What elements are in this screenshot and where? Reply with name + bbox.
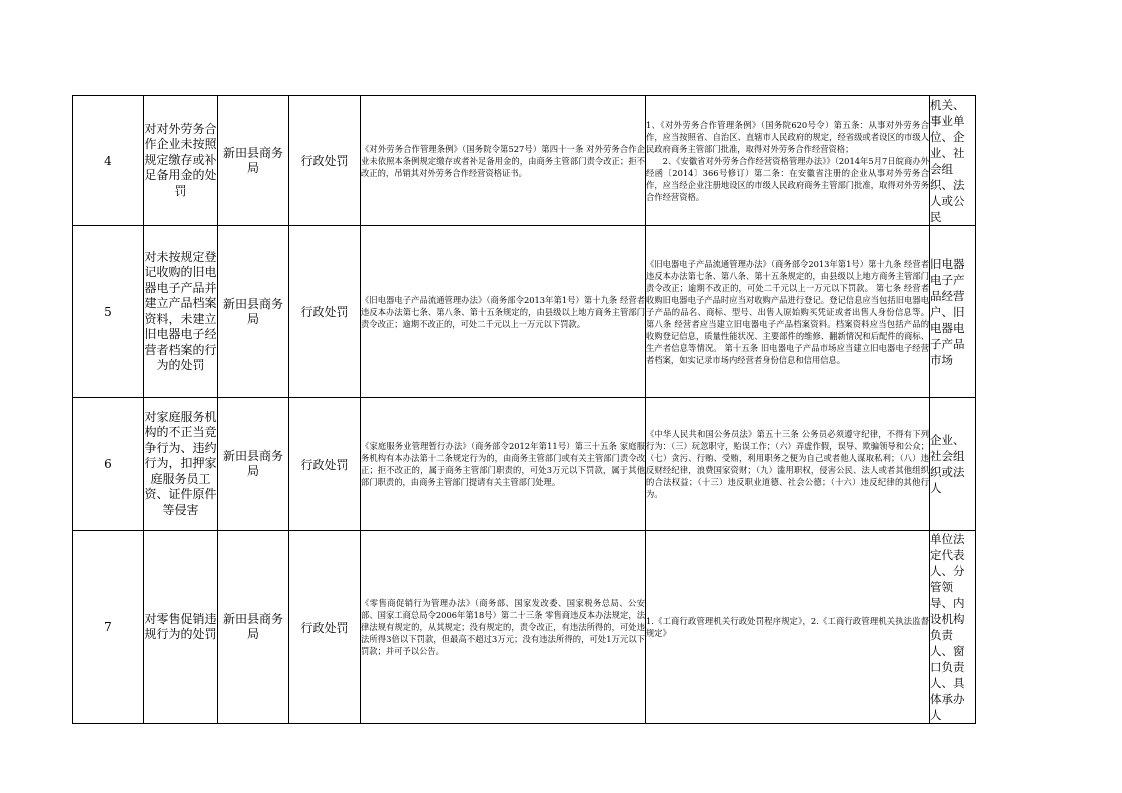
legal-basis: 《旧电器电子产品流通管理办法》（商务部令2013年第1号）第十九条 经营者违反本办法第七条、第八条、第十五条规定的，由县级以上地方商务主管部门责令改正；逾期不改正的，可处二千元以上一万元以下罚款。: [361, 226, 646, 398]
department: 新田县商务局: [218, 398, 289, 531]
duty-basis: 《旧电器电子产品流通管理办法》（商务部令2013年第1号）第十九条 经营者违反本办法第七条、第八条、第十五条规定的，由县级以上地方商务主管部门责令改正；逾期不改正的，可处二千元以上一万元以下罚款。 第七条 经营者收购旧电器电子产品时应当对收购产品进行登记。登记信息应当包括旧电器电子产品的品名、商标、型号、出售人原始购买凭证或者出售人身份信息等。 第八条 经营者应当建立旧电器电子产品档案资料。档案资料应当包括产品的收购登记信息，质量性能状况、主要部件的维修、翻新情况和后配件的商标、生产者信息等情况。 第十五条 旧电器电子产品市场应当建立旧电器电子经营者档案，如实记录市场内经营者身份信息和信用信息。: [646, 226, 930, 398]
penalty-target: 企业、社会组织或法人: [930, 398, 976, 531]
row-number: 6: [73, 398, 144, 531]
penalty-type: 行政处罚: [289, 398, 361, 531]
department: 新田县商务局: [218, 226, 289, 398]
penalty-table: [72, 95, 976, 724]
penalty-item: 对家庭服务机构的不正当竞争行为、违约行为，扣押家庭服务员工资、证件原件等侵害: [144, 398, 218, 531]
row-number: 4: [73, 96, 144, 226]
penalty-item: 对对外劳务合作企业未按照规定缴存或补足备用金的处罚: [144, 96, 218, 226]
legal-basis: 《零售商促销行为管理办法》（商务部、国家发改委、国家税务总局、公安部、国家工商总局令2006年第18号）第二十三条 零售商违反本办法规定，法律法规有规定的，从其规定；没有规定的，责令改正，有违法所得的，可处违法所得3倍以下罚款，但最高不超过3万元；没有违法所得的，可处1万元以下罚款；并可予以公告。: [361, 531, 646, 724]
penalty-type: 行政处罚: [289, 226, 361, 398]
department: 新田县商务局: [218, 531, 289, 724]
legal-basis: 《对外劳务合作管理条例》（国务院令第527号）第四十一条 对外劳务合作企业未依照本条例规定缴存或者补足备用金的，由商务主管部门责令改正；拒不改正的，吊销其对外劳务合作经营资格证书。: [361, 96, 646, 226]
row-number: 7: [73, 531, 144, 724]
row-number: 5: [73, 226, 144, 398]
penalty-type: 行政处罚: [289, 531, 361, 724]
table-row: [73, 531, 976, 724]
penalty-item: 对零售促销违规行为的处罚: [144, 531, 218, 724]
table-row: [73, 96, 976, 226]
department: 新田县商务局: [218, 96, 289, 226]
penalty-target: 旧电器电子产品经营户、旧电器电子产品市场: [930, 226, 976, 398]
penalty-target: 机关、事业单位、企业、社会组织、法人或公民: [930, 96, 976, 226]
penalty-type: 行政处罚: [289, 96, 361, 226]
legal-basis: 《家庭服务业管理暂行办法》（商务部令2012年第11号）第三十五条 家庭服务机构有本办法第十二条规定行为的，由商务主管部门或有关主管部门责令改正；拒不改正的，属于商务主管部门职责的，可处3万元以下罚款，属于其他部门职责的，由商务主管部门提请有关主管部门处理。: [361, 398, 646, 531]
duty-basis: 1.《工商行政管理机关行政处罚程序规定》，2.《工商行政管理机关执法监督规定》: [646, 531, 930, 724]
penalty-item: 对未按规定登记收购的旧电器电子产品并建立产品档案资料，未建立旧电器电子经营者档案的行为的处罚: [144, 226, 218, 398]
duty-basis: 《中华人民共和国公务员法》第五十三条 公务员必须遵守纪律，不得有下列行为：（三）玩忽职守，贻误工作；（六）弄虚作假，误导、欺骗领导和公众；（七）贪污、行贿、受贿，利用职务之便为自己或者他人谋取私利；（八）违反财经纪律，浪费国家资财；（九）滥用职权，侵害公民、法人或者其他组织的合法权益；（十三）违反职业道德、社会公德；（十六）违反纪律的其他行为。: [646, 398, 930, 531]
table-row: [73, 226, 976, 398]
penalty-target: 单位法定代表人、分管领导、内设机构负责人、窗口负责人、具体承办人: [930, 531, 976, 724]
duty-basis: 1、《对外劳务合作管理条例》（国务院620号令）第五条：从事对外劳务合作，应当按照省、自治区、直辖市人民政府的规定，经省级或者设区的市级人民政府商务主管部门批准，取得对外劳务合作经营资格； 2、《安徽省对外劳务合作经营资格管理办法》》（2014年5月7日皖商办外经函〔2014〕366号修订）第二条：在安徽省注册的企业从事对外劳务合作，应当经企业注册地设区的市级人民政府商务主管部门批准，取得对外劳务合作经营资格。: [646, 96, 930, 226]
table-row: [73, 398, 976, 531]
